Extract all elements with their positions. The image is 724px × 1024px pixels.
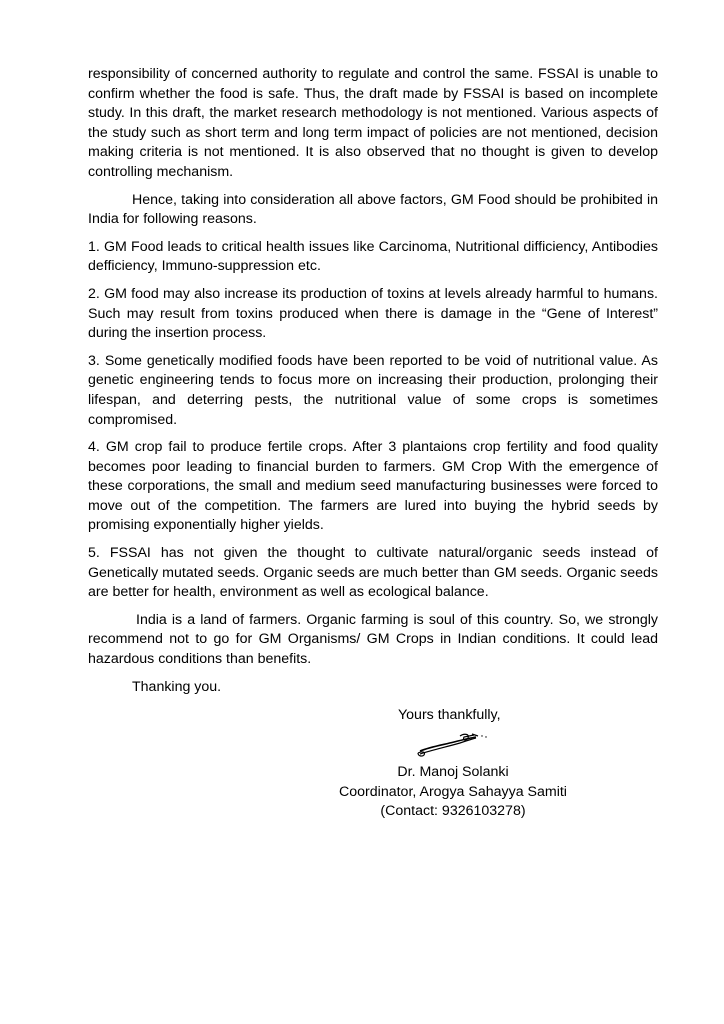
- paragraph-continuation: responsibility of concerned authority to regulate and control the same. FSSAI is unable to confirm whether the food is safe. Thus, the draft made by FSSAI is based on incomplete study. In this draft, the market research methodology is not mentioned. Various aspects of the study such as short term and long term impact of policies are not mentioned, decision making criteria is not mentioned. It is also observed that no thought is given to develop controlling mechanism.: [88, 66, 658, 180]
- reason-1: 1. GM Food leads to critical health issues like Carcinoma, Nutritional difficiency, Antibodies defficiency, Immuno-suppression etc.: [88, 238, 658, 275]
- paragraph-intro-reasons: Hence, taking into consideration all above factors, GM Food should be prohibited in India for following reasons.: [88, 191, 658, 228]
- reason-4: 4. GM crop fail to produce fertile crops. After 3 plantaions crop fertility and food quality becomes poor leading to financial burden to farmers. GM Crop With the emergence of these corporations, the small and medium seed manufacturing businesses were forced to move out of the competition. The farmers are lured into buying the hybrid seeds by promising exponentially higher yields.: [88, 439, 658, 534]
- letter-body: [88, 65, 658, 822]
- closing-salutation: Yours thankfully,: [398, 707, 501, 724]
- signatory-block: [188, 763, 718, 822]
- signature: [88, 727, 658, 763]
- handwritten-signature-icon: [416, 727, 496, 761]
- paragraph-conclusion: India is a land of farmers. Organic farming is soul of this country. So, we strongly recommend not to go for GM Organisms/ GM Crops in Indian conditions. It could lead hazardous conditions than benefits.: [88, 611, 658, 668]
- reason-5: 5. FSSAI has not given the thought to cultivate natural/organic seeds instead of Genetically mutated seeds. Organic seeds are much better than GM seeds. Organic seeds are better for health, environment as well as ecological balance.: [88, 545, 658, 601]
- thanking-line: Thanking you.: [132, 678, 222, 695]
- reason-2: 2. GM food may also increase its production of toxins at levels already harmful to humans. Such may result from toxins produced when there is damage in the “Gene of Interest” during the insertion process.: [88, 285, 658, 342]
- signatory-title: Coordinator, Arogya Sahayya Samiti: [339, 783, 567, 800]
- signatory-contact: (Contact: 9326103278): [380, 803, 526, 820]
- reason-3: 3. Some genetically modified foods have been reported to be void of nutritional value. As genetic engineering tends to focus more on increasing their production, prolonging their lifespan, and deterring pests, the nutritional value of some crops is sometimes compromised.: [88, 352, 658, 428]
- signatory-name: Dr. Manoj Solanki: [397, 764, 509, 781]
